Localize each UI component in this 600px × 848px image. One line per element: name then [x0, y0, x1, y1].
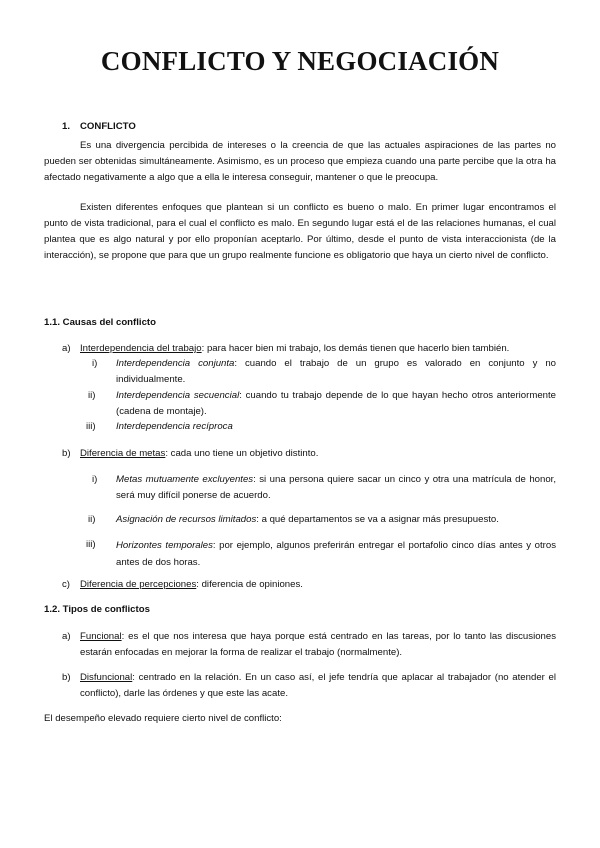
section-heading: CONFLICTO: [80, 121, 136, 132]
sub-item: Interdependencia recíproca: [116, 421, 233, 432]
sub-marker: ii): [88, 390, 96, 401]
sub-marker: i): [92, 474, 98, 485]
sub-item: Interdependencia secuencial: cuando tu trabajo depende de lo que hayan hecho otros anteriormente (cadena de montaje).: [116, 390, 556, 417]
list-marker: b): [62, 672, 71, 683]
sub-item: Horizontes temporales: por ejemplo, algunos preferirán entregar el portafolio cinco días antes y otros antes de dos horas.: [116, 540, 556, 568]
list-item-type-a: Funcional: es el que nos interesa que haya porque está centrado en las tareas, por lo tanto las discusiones estarán enfocadas en mejorar la forma de realizar el trabajo (normalmente).: [80, 631, 556, 658]
paragraph-approaches: Existen diferentes enfoques que plantean si un conflicto es bueno o malo. En primer lugar encontramos el punto de vista tradicional, para el cual el conflicto es malo. En segundo lugar está el de las relaciones humanas, el cual plantea que es algo natural y por ello proponían aceptarlo. Por último, desde el punto de vista interaccionista (de la interacción), se propone que para que un grupo realmente funcione es obligatorio que haya un cierto nivel de conflicto.: [44, 202, 556, 261]
list-marker: a): [62, 343, 71, 354]
sub-marker: iii): [86, 539, 96, 550]
page-title: CONFLICTO Y NEGOCIACIÓN: [100, 46, 500, 76]
sub-marker: ii): [88, 514, 96, 525]
list-item-type-b: Disfuncional: centrado en la relación. En un caso así, el jefe tendría que aplacar al trabajador (no atender el conflicto), darle las órdenes y que este las acate.: [80, 672, 556, 699]
sub-item: Asignación de recursos limitados: a qué departamentos se va a asignar más presupuesto.: [116, 514, 499, 525]
list-marker: b): [62, 448, 71, 459]
sub-marker: iii): [86, 421, 96, 432]
list-item-cause-c: Diferencia de percepciones: diferencia de opiniones.: [80, 579, 303, 590]
list-marker: c): [62, 579, 70, 590]
closing-text: El desempeño elevado requiere cierto nivel de conflicto:: [44, 713, 282, 724]
list-item-cause-b: Diferencia de metas: cada uno tiene un objetivo distinto.: [80, 448, 319, 459]
subsection-heading-types: 1.2. Tipos de conflictos: [44, 604, 150, 615]
sub-marker: i): [92, 358, 98, 369]
list-item-cause-a: Interdependencia del trabajo: para hacer bien mi trabajo, los demás tienen que hacerlo bien también.: [80, 343, 510, 354]
sub-item: Interdependencia conjunta: cuando el trabajo de un grupo es valorado en conjunto y no individualmente.: [116, 358, 556, 385]
section-number: 1.: [62, 121, 71, 132]
list-marker: a): [62, 631, 71, 642]
subsection-heading-causes: 1.1. Causas del conflicto: [44, 317, 156, 328]
paragraph-definition: Es una divergencia percibida de intereses o la creencia de que las actuales aspiraciones de las partes no pueden ser obtenidas simultáneamente. Asimismo, es un proceso que empieza cuando una parte percibe que la otra ha afectado negativamente a algo que a ella le interesa conseguir, mantener o que le preocupa.: [44, 140, 556, 183]
term: Interdependencia del trabajo: [80, 343, 202, 354]
sub-item: Metas mutuamente excluyentes: si una persona quiere sacar un cinco y otra una matrícula de honor, será muy difícil ponerse de acuerdo.: [116, 474, 556, 501]
